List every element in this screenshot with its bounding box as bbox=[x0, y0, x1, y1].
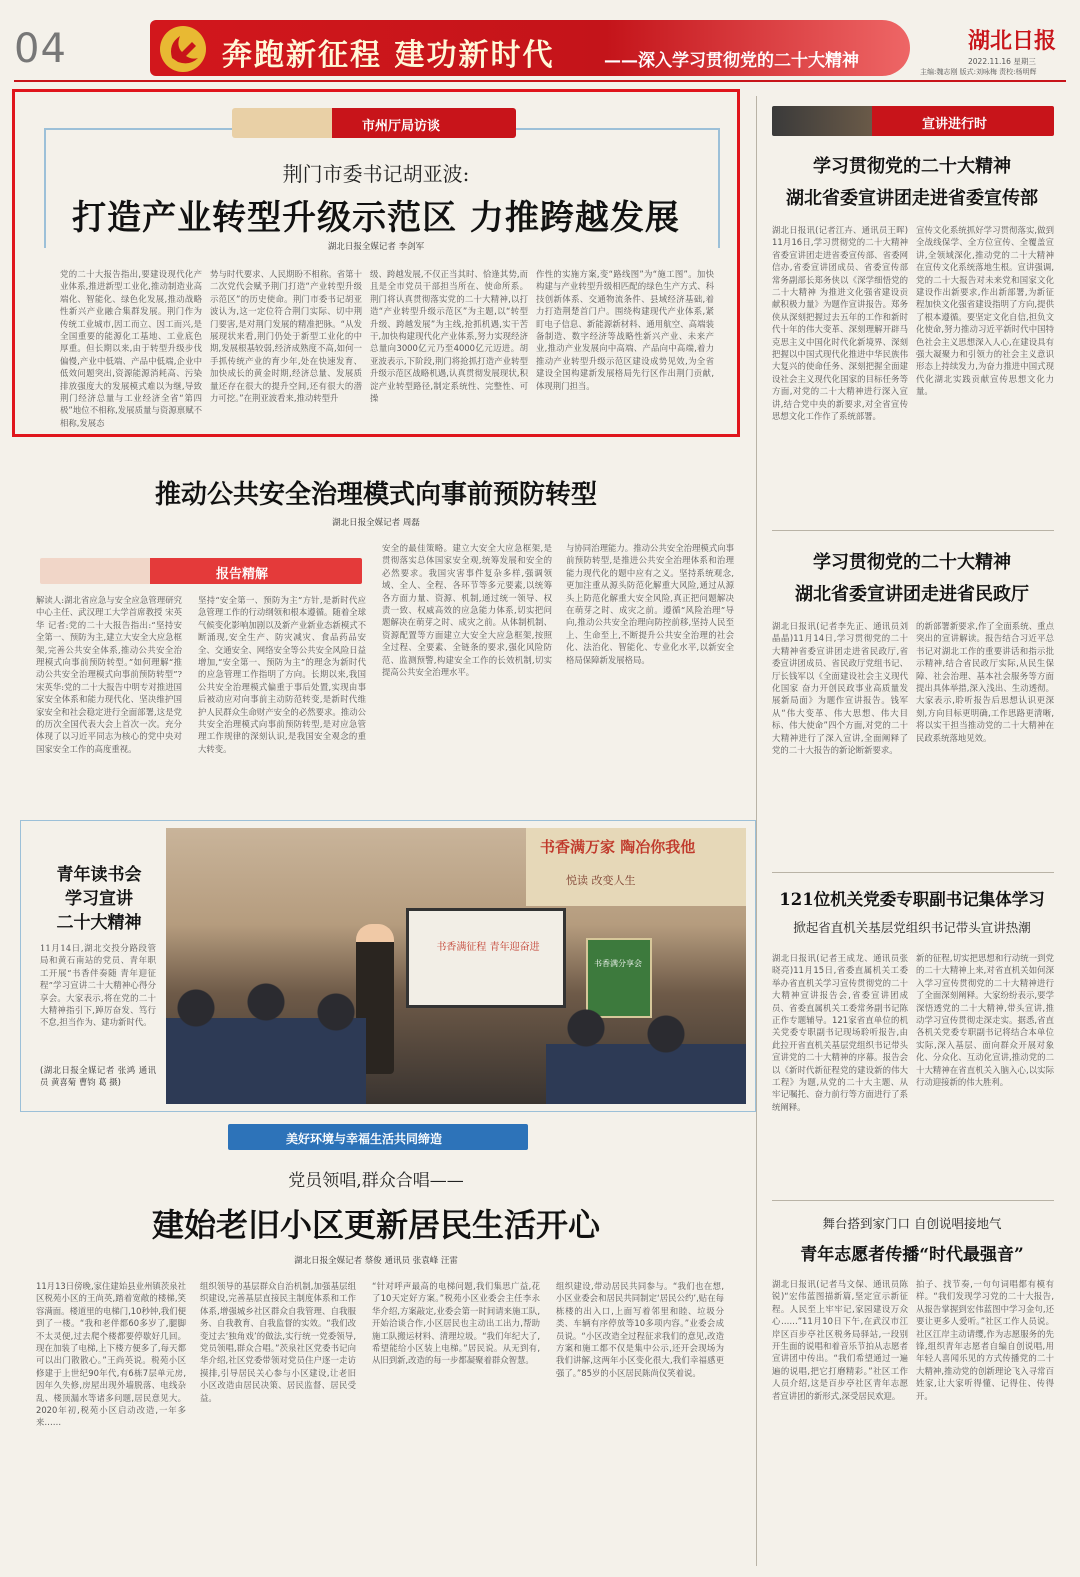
interview-column-2: 势与时代要求、人民期盼不相称。省第十二次党代会赋予荆门打造“产业转型升级示范区”的历史使命。荆门市委书记胡亚波认为,这一定位符合荆门实际、切中荆门要害,是对荆门发展的精准把脉。“从发展现状来看,荆门仍处于新型工业化的中期,发展根基较弱,经济成熟度不高,如何一手抓传统产业的育少年,处在快速发育、加快成长的黄金时期,经济总量、发展质量还存在很大的提升空间,还有很大的潜力可挖。”在荆亚波看来,推动转型升 bbox=[210, 269, 362, 404]
slogan: 奔跑新征程 建功新时代 bbox=[222, 38, 555, 73]
photo-board-text: 书香满分享会 bbox=[594, 959, 642, 968]
story2-column-2: 的新部署新要求,作了全面系统、重点突出的宣讲解读。报告结合习近平总书记对湖北工作的重要讲话和指示批示精神,结合省民政厅实际,从民生保障、社会治理、基本社会服务等方面提出具体举措,深入浅出、生动透彻。大家表示,聆听报告后思想认识更深刻,方向目标更明确,工作思路更清晰,将以实干担当推动党的二十大精神在民政系统落地见效。 bbox=[916, 621, 1054, 743]
security-tag-label: 报告精解 bbox=[216, 567, 269, 582]
story2-title-2: 湖北省委宣讲团走进省民政厅 bbox=[795, 584, 1029, 605]
reading-club-photo bbox=[166, 828, 746, 1104]
interview-column-1: 党的二十大报告指出,要建设现代化产业体系,推进新型工业化,推动制造业高端化、智能化、绿色化发展,推动战略性新兴产业融合集群发展。荆门作为传统工业城市,因工而立、因工而兴,是全国重要的能源化工基地、工业底色厚重。但长期以来,由于转型升级步伐偏慢,产业中低端、产品中低端,企业中低效问题突出,资源能源消耗高、污染排放强度大的发展模式难以为继,导致荆门经济总量与工业经济全省“第四极”地位不相称,发展质量与资源禀赋不相称,发展态 bbox=[60, 269, 202, 428]
security-column-2: 坚持“安全第一、预防为主”方针,是新时代应急管理工作的行动纲领和根本遵循。随着全球气候变化影响加剧以及新产业新业态新模式不断涌现,安全生产、防灾减灾、食品药品安全、交通安全、网络安全等公共安全风险日益增加,“安全第一、预防为主”的理念为新时代的应急管理工作指明了方向。长期以来,我国公共安全治理模式偏重于事后处置,实现由事后被动应对向事前主动防范转变,是新时代维护人民群众生命财产安全的必然要求。推动公共安全治理模式向事前预防转型,是对应急管理工作规律的深刻认识,是我国安全观念的重大转变。 bbox=[198, 595, 366, 754]
party-emblem-icon bbox=[158, 24, 208, 74]
editors-line: 主编:魏志刚 版式:刘咏梅 责校:杨明辉 bbox=[920, 68, 1037, 76]
masthead bbox=[0, 0, 1080, 90]
page-number: 04 bbox=[14, 26, 67, 72]
security-title: 推动公共安全治理模式向事前预防转型 bbox=[154, 480, 597, 510]
slogan-subtitle: ——深入学习贯彻党的二十大精神 bbox=[604, 51, 859, 71]
security-column-4: 与协同治理能力。推动公共安全治理模式向事前预防转型,是推进公共安全治理体系和治理能力现代化的题中应有之义。坚持系统观念,更加注重从源头防范化解重大风险,通过从源头上防范化解重大安全风险,真正把问题解决在萌芽之时、成灾之前。遵循“风险治理”导向,推动公共安全治理向防控前移,坚持人民至上、生命至上,不断提升公共安全治理的社会化、法治化、智能化、专业化水平,以新安全格局保障新发展格局。 bbox=[566, 543, 734, 665]
reading-club-title-1: 青年读书会 bbox=[56, 865, 142, 885]
story1-column-2: 宣传文化系统抓好学习贯彻落实,做到全战线保学、全方位宣传、全覆盖宣讲,全领域深化,推动党的二十大精神在宣传文化系统落地生根。宣讲强调,党的二十大报告对未来党和国家文化建设作出新要求,作出新部署,为新征程加快文化强省建设指明了方向,提供了根本遵循。要坚定文化自信,担负文化使命,努力推动习近平新时代中国特色社会主义思想深入人心,在建设具有强大凝聚力和引领力的社会主义意识形态上持续发力,为奋力推进中国式现代化湖北实践贡献宣传思想文化力量。 bbox=[916, 225, 1054, 397]
story4-title: 青年志愿者传播“时代最强音” bbox=[800, 1245, 1024, 1265]
community-column-1: 11月13日傍晚,家住建始县业州镇茨泉社区税苑小区的王尚英,踏着宽敞的楼梯,笑容满面。楼道里的电梯门,10秒钟,我们便到了一楼。“我和老伴都60多岁了,腿脚不太灵便,过去爬个楼都要停歇好几回。现在加装了电梯,上下楼方便多了,每天都可以出门散散心。”王尚英说。税苑小区修建于上世纪90年代,有6栋7层单元房,因年久失修,房屋出现外墙脱落、电线杂乱、楼顶漏水等诸多问题,居民意见大。2020年初,税苑小区启动改造,一年多来…… bbox=[36, 1281, 186, 1428]
photo-board bbox=[586, 938, 652, 1018]
story4-column-2: 拍子、找节奏,一句句词唱都有模有样。“我们发现学习党的二十大报告,从报告掌握到宏伟蓝图中学习金句,还要让更多人爱听。”社区工作人员说。社区江岸主动请缨,作为志愿服务的先锋,组织青年志愿者自编自创说唱,用年轻人喜闻乐见的方式传播党的二十大精神,推动党的创新理论飞入寻常百姓家,让大家听得懂、记得住、传得开。 bbox=[916, 1279, 1054, 1401]
story4-column-1: 湖北日报讯(记者马文保、通讯员陈锐)“宏伟蓝图描新篇,坚定宣示新征程。人民至上牢牢记,家园建设万众心……”11月10日下午,在武汉市江岸区百步亭社区税务局驿站,一段别开生面的说唱和着音乐节拍从志愿者宣讲团中传出。“我们希望通过一遍遍的说唱,把它打磨精彩。”社区工作人员介绍,这是百步亭社区青年志愿者宣讲团的新形式,深受居民欢迎。 bbox=[772, 1279, 908, 1401]
issue-date: 2022.11.16 星期三 bbox=[968, 57, 1036, 66]
story1-title-1: 学习贯彻党的二十大精神 bbox=[813, 156, 1011, 177]
story3-subtitle: 掀起省直机关基层党组织书记带头宣讲热潮 bbox=[793, 920, 1031, 935]
community-section-tag bbox=[228, 1124, 528, 1150]
sidebar-section-tag bbox=[772, 106, 1054, 136]
story1-column-1: 湖北日报讯(记者江卉、通讯员王晖)11月16日,学习贯彻党的二十大精神省委宣讲团走进省委宣传部、省委网信办,省委宣讲团成员、省委宣传部常务副部长郑务侠以《深学细悟党的二十大精神 为推进文化强省建设贡献积极力量》为题作宣讲报告。郑务侠从深刻把握过去五年的工作和新时代十年的伟大变革、深刻理解开辟马克思主义中国化时代化新境界、深刻把握以中国式现代化推进中华民族伟大复兴的使命任务、深刻把握全面建设社会主义现代化国家的目标任务等方面,对党的二十大精神进行深入宣讲,结合党中央的新要求,对全省宣传思想文化工作作了系统部署。 bbox=[772, 225, 908, 422]
community-column-3: “针对呼声最高的电梯问题,我们集思广益,花了10天定好方案。”税苑小区业委会主任李永华介绍,方案敲定,业委会第一时间请来施工队,开始洽谈合作,小区居民也主动出工出力,帮助施工队搬运材料、清理垃圾。“我们年纪大了,希望能给小区装上电梯。”居民说。从无到有,从旧到新,改造的每一步都凝聚着群众智慧。 bbox=[372, 1281, 540, 1366]
story3-column-2: 新的征程,切实把思想和行动统一到党的二十大精神上来,对省直机关如何深入学习宣传贯彻党的二十大精神进行了全面深刻阐释。大家纷纷表示,要学深悟透党的二十大精神,带头宣讲,推动学习宣传贯彻走深走实。据悉,省直各机关党委专职副书记将结合本单位实际,深入基层、面向群众开展对象化、分众化、互动化宣讲,推动党的二十大精神在省直机关入脑入心,以实际行动迎接新的伟大胜利。 bbox=[916, 953, 1054, 1088]
photo-banner-small: 悦读 改变人生 bbox=[566, 874, 636, 887]
story2-title-1: 学习贯彻党的二十大精神 bbox=[813, 552, 1011, 573]
interview-section-tag bbox=[232, 108, 516, 138]
community-column-4: 组织建设,带动居民共同参与。“我们也在想,小区业委会和居民共同制定‘居民公约’,贴在每栋楼的出入口,上面写着邻里和睦、垃圾分类、车辆有序停放等10多项内容。”业委会成员说。“小区改造全过程征求我们的意见,改造方案和施工都不仅是集中公示,还开会现场为我们讲解,这两年小区变化很大,我们幸福感更强了。”85岁的小区居民陈尚仪笑着说。 bbox=[556, 1281, 724, 1378]
interview-byline: 湖北日报全媒记者 李剑军 bbox=[327, 242, 425, 252]
paper-name-logo: 湖北日报 bbox=[968, 28, 1057, 54]
photo-screen-text: 书香满征程 青年迎奋进 bbox=[436, 942, 540, 953]
sidebar-rule-2 bbox=[772, 872, 1054, 873]
masthead-rule bbox=[14, 80, 1066, 82]
interview-kicker: 荆门市委书记胡亚波: bbox=[282, 162, 470, 186]
security-section-tag bbox=[40, 558, 362, 584]
community-tag-label: 美好环境与幸福生活共同缔造 bbox=[286, 1132, 443, 1146]
interview-title: 打造产业转型升级示范区 力推跨越发展 bbox=[72, 198, 680, 238]
security-column-3: 安全的最佳策略。建立大安全大应急框架,是贯彻落实总体国家安全观,统筹发展和安全的必然要求。我国灾害事件复杂多样,强调领域、全人、全程、各环节等多元要素,以统筹各方面力量、资源、机制,通过统一领导、权责一致、权威高效的应急能力体系,切实把问题解决在萌芽之时、成灾之前。从体制机制、资源配置等方面建立大安全大应急框架,按照全过程、全要素、全链条的要求,强化风险防范、监测预警,构建安全工作的长效机制,切实提高公共安全治理水平。 bbox=[382, 543, 552, 678]
story2-column-1: 湖北日报讯(记者李先正、通讯员刘晶晶)11月14日,学习贯彻党的二十大精神省委宣讲团走进省民政厅,省委宣讲团成员、省民政厅党组书记、厅长钱军以《全面建设社会主义现代化国家 奋力开创民政事业高质量发展新局面》为题作宣讲报告。钱军从“伟大变革、伟大思想、伟大目标、伟大使命”四个方面,对党的二十大精神进行了深入宣讲,全面阐释了党的二十大报告的新论断新要求。 bbox=[772, 621, 908, 756]
interview-column-4: 作性的实施方案,变“路线图”为“施工图”。加快构建与产业转型升级相匹配的绿色生产方式、科技创新体系、交通物流条件、县域经济基础,着力打造荆楚首门户。围绕构建现代产业体系,紧盯电子信息、新能源新材料、通用航空、高端装备制造、数字经济等战略性新兴产业、未来产业,推动产业发展向中高端、产品向中高端,着力推动产业转型升级示范区建设成势见效,为全省建设全国构建新发展格局先行区作出荆门贡献,体现荆门担当。 bbox=[536, 269, 714, 391]
photo-banner-big: 书香满万家 陶冶你我他 bbox=[540, 838, 696, 856]
sidebar-rule-1 bbox=[772, 530, 1054, 531]
sidebar-rule-3 bbox=[772, 1200, 1054, 1201]
photo-screen bbox=[406, 908, 566, 1008]
community-column-2: 组织领导的基层群众自治机制,加强基层组织建设,完善基层直接民主制度体系和工作体系,增强城乡社区群众自我管理、自我服务、自我教育、自我监督的实效。“我们改变过去‘独角戏’的做法,实行统一党委领导,党员领唱,群众合唱。”茨泉社区党委书记向华介绍,社区党委带领对党员住户逐一走访摸排,引导居民关心参与小区建设,让老旧小区改造由居民决策、居民监督、居民受益。 bbox=[200, 1281, 356, 1403]
reading-club-title-2: 学习宣讲 bbox=[65, 889, 133, 909]
interview-column-3: 级、跨越发展,不仅正当其时、恰逢其势,而且是全市党员干部担当所在、使命所系。荆门将认真贯彻落实党的二十大精神,以打造“产业转型升级示范区”为主题,以“转型升级、跨越发展”为主线,抢抓机遇,实干苦干,加快构建现代化产业体系,努力实现经济总量向3000亿元乃至4000亿元迈进。胡亚波表示,下阶段,荆门将抢抓打造产业转型升级示范区战略机遇,认真贯彻发展现状,积淀产业转型路径,制定系统性、完整性、可操 bbox=[370, 269, 528, 404]
sidebar-tag-label: 宣讲进行时 bbox=[922, 117, 988, 132]
interview-tag-label: 市州厅局访谈 bbox=[362, 119, 441, 134]
community-byline: 湖北日报全媒记者 蔡俊 通讯员 张袁峰 汪雷 bbox=[294, 1256, 458, 1266]
story1-title-2: 湖北省委宣讲团走进省委宣传部 bbox=[786, 188, 1038, 209]
sidebar-divider bbox=[756, 96, 757, 1566]
reading-club-title-3: 二十大精神 bbox=[56, 913, 142, 933]
community-title: 建始老旧小区更新居民生活开心 bbox=[151, 1206, 600, 1244]
photo-audience-left bbox=[166, 978, 366, 1104]
story3-title: 121位机关党委专职副书记集体学习 bbox=[779, 890, 1045, 909]
reading-club-body: 11月14日,湖北交投分路段管局和黄石南站的党员、青年职工开展“书香伴奏随 青年迎征程”学习宣讲二十大精神心得分享会。大家表示,将在党的二十大精神指引下,踔厉奋发、笃行不怠,担当作为、建功新时代。 bbox=[40, 943, 156, 1028]
reading-club-byline: (湖北日报全媒记者 张鸿 通讯员 黄喜菊 曹钧 葛 摄) bbox=[40, 1065, 156, 1088]
story4-kicker: 舞台搭到家门口 自创说唱接地气 bbox=[822, 1216, 1002, 1231]
security-byline: 湖北日报全媒记者 周磊 bbox=[332, 518, 420, 528]
community-kicker: 党员领唱,群众合唱—— bbox=[288, 1171, 464, 1191]
security-column-1: 解读人:湖北省应急与安全应急管理研究中心主任、武汉理工大学首席教授 宋英华 记者:党的二十大报告指出:“坚持安全第一、预防为主,建立大安全大应急框架,完善公共安全体系,推动公共安全治理模式向事前预防转型。”如何理解“推动公共安全治理模式向事前预防转型”? 宋英华:党的二十大报告中明专对推进国家安全体系和能力现代化、坚决维护国家安全和社会稳定进行全面部署,这是党的历次全国代表大会上首次一次。充分体现了以习近平同志为核心的党中央对国家安全工作的高度重视。 bbox=[36, 595, 182, 754]
photo-audience-right bbox=[546, 1008, 746, 1104]
story3-column-1: 湖北日报讯(记者王成龙、通讯员张晓亮)11月15日,省委直属机关工委举办省直机关学习宣传贯彻党的二十大精神宣讲报告会,省委宣讲团成员、省委直属机关工委常务副书记陈正作专题辅导。121家省直单位的机关党委专职副书记现场聆听报告,由此拉开省直机关基层党组织书记带头宣讲党的二十大精神的序幕。报告会以《新时代新征程党的建设新的伟大工程》为题,从党的二十大主题、从牢记嘱托、奋力前行等方面进行了系统阐释。 bbox=[772, 953, 908, 1112]
